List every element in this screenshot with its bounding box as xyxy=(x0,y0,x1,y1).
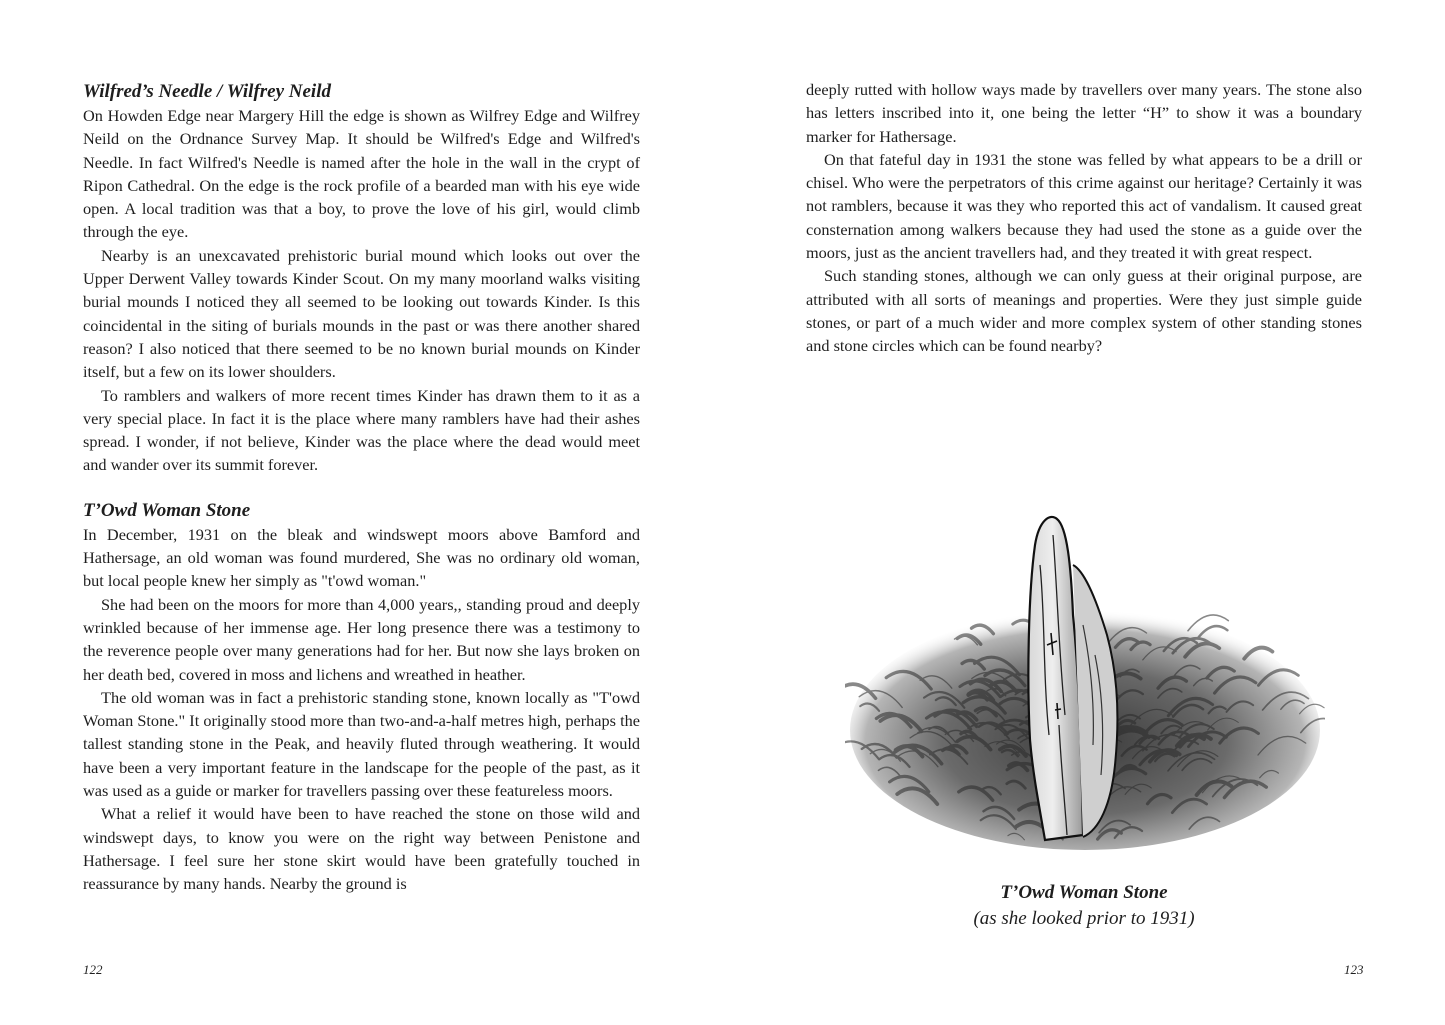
paragraph: On that fateful day in 1931 the stone was felled by what appears to be a drill or chisel. Who were the perpetrators of this crime against our heritage? Certainly it was not ramblers, because it was they who reported this act of vandalism. It caused great consternation among walkers because they had used the stone as a guide over the moors, just as the ancient travellers had, and they treated it with great respect. xyxy=(806,149,1362,263)
paragraph: deeply rutted with hollow ways made by travellers over many years. The stone also has letters inscribed into it, one being the letter “H” to show it was a boundary marker for Hathersage. xyxy=(806,80,1362,146)
paragraph: On Howden Edge near Margery Hill the edge is shown as Wilfrey Edge and Wilfrey Neild on the Ordnance Survey Map. It should be Wilfred's Edge and Wilfred's Needle. In fact Wilfred's Needle is named after the hole in the wall in the crypt of Ripon Cathedral. On the edge is the rock profile of a bearded man with his eye wide open. A local tradition was that a boy, to prove the love of his girl, would climb through the eye. xyxy=(83,106,640,242)
paragraph: Such standing stones, although we can only guess at their original purpose, are attributed with all sorts of meanings and properties. Were they just simple guide stones, or part of a much wider and more complex system of other standing stones and stone circles which can be found nearby? xyxy=(806,266,1362,356)
paragraph: In December, 1931 on the bleak and windswept moors above Bamford and Hathersage, an old woman was found murdered, She was no ordinary old woman, but local people knew her simply as "t'owd woman." xyxy=(83,524,640,591)
standing-stone xyxy=(1028,517,1117,840)
paragraph: She had been on the moors for more than 4,000 years,, standing proud and deeply wrinkled because of her immense age. Her long presence there was a testimony to the reverence people over many generations had for her. But now she lays broken on her death bed, covered in moss and lichens and wreathed in heather. xyxy=(83,594,640,684)
caption-title: T’Owd Woman Stone xyxy=(1000,882,1168,903)
caption-subtitle: (as she looked prior to 1931) xyxy=(973,908,1195,929)
paragraph: The old woman was in fact a prehistoric standing stone, known locally as "T'owd Woman Stone." It originally stood more than two-and-a-half metres high, perhaps the tallest standing stone in the Peak, and heavily fluted through weathering. It would have been a very important feature in the landscape for the people of the past, as it was used as a guide or marker for travellers passing over these featureless moors. xyxy=(83,687,640,801)
page-number-right: 123 xyxy=(1344,962,1364,977)
right-page xyxy=(806,78,1362,358)
section-spacer xyxy=(83,477,640,497)
figure-caption xyxy=(806,880,1362,932)
section-heading-wilfreds-needle: Wilfred’s Needle / Wilfrey Neild xyxy=(83,81,331,102)
paragraph: Nearby is an unexcavated prehistoric burial mound which looks out over the Upper Derwent Valley towards Kinder Scout. On my many moorland walks visiting burial mounds I noticed they all seemed to be looking out towards Kinder. Is this coincidental in the siting of burials mounds in the past or was there another shared reason? I also noticed that there seemed to be no known burial mounds on Kinder itself, but a few on its lower shoulders. xyxy=(83,245,640,382)
standing-stone-illustration xyxy=(845,505,1325,865)
paragraph: To ramblers and walkers of more recent times Kinder has drawn them to it as a very special place. In fact it is the place where many ramblers have had their ashes spread. I wonder, if not believe, Kinder was the place where the dead would meet and wander over its summit forever. xyxy=(83,385,640,475)
paragraph: What a relief it would have been to have reached the stone on those wild and windswept days, to know you were on the right way between Penistone and Hathersage. I feel sure her stone skirt would have been gratefully touched in reassurance by many hands. Nearby the ground is xyxy=(83,804,640,894)
left-page xyxy=(83,78,640,896)
section-heading-towd-woman-stone: T’Owd Woman Stone xyxy=(83,499,251,521)
page-number-left: 122 xyxy=(83,962,103,977)
